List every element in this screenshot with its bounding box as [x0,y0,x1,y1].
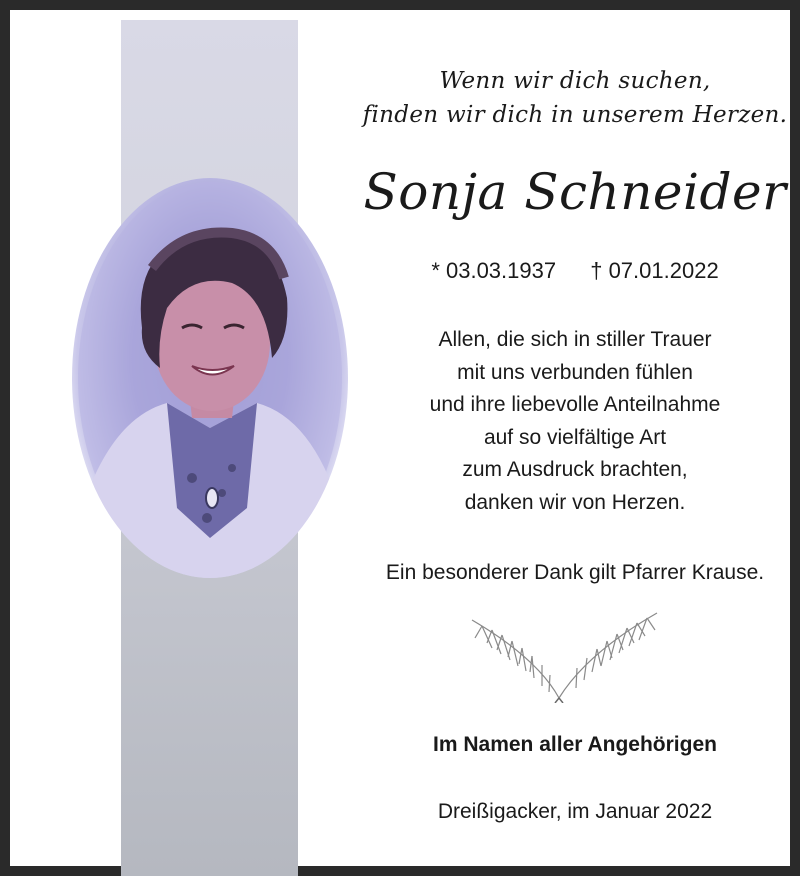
message-line: mit uns verbunden fühlen [457,360,693,384]
deceased-name: Sonja Schneider [363,163,787,221]
thank-you-message [350,324,800,519]
signature-line: Im Namen aller Angehörigen [433,733,717,756]
message-line: zum Ausdruck brachten, [462,458,688,481]
special-thanks: Ein besonderer Dank gilt Pfarrer Krause. [385,561,765,584]
palm-leaves-icon [467,608,662,703]
message-line: auf so vielfältige Art [483,425,667,449]
message-line: danken wir von Herzen. [464,490,686,514]
life-dates [350,257,800,285]
death-date: † 07.01.2022 [590,258,719,283]
message-line: und ihre liebevolle Anteilnahme [429,393,721,416]
motto-line-2: finden wir dich in unserem Herzen. [362,102,788,128]
birth-date: * 03.03.1937 [431,258,557,283]
message-line: Allen, die sich in stiller Trauer [438,328,712,351]
motto-line-1: Wenn wir dich suchen, [439,68,711,94]
place-and-date: Dreißigacker, im Januar 2022 [437,800,713,823]
portrait-photo [72,178,348,578]
